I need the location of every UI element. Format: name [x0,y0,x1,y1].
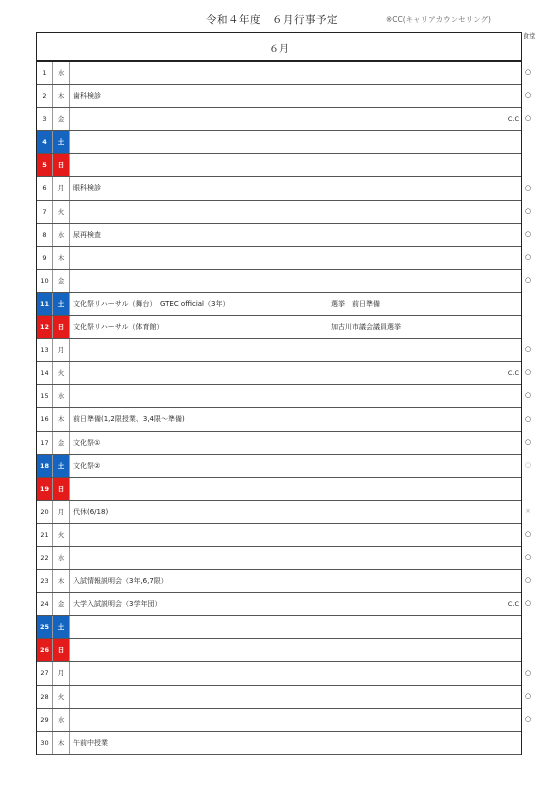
event-text: 文化祭リハーサル（舞台） GTEC official（3年） [73,299,230,308]
cafeteria-mark: ○ [524,345,532,354]
weekday: 日 [53,639,70,661]
cc-marker [489,270,519,292]
cc-marker [489,709,519,731]
day-number: 25 [37,616,53,638]
event-text [73,201,331,223]
cafeteria-mark: ○ [524,114,532,123]
event-text-secondary [331,385,471,407]
weekday: 日 [53,478,70,500]
day-number: 1 [37,62,53,84]
table-row [37,201,521,224]
day-number: 21 [37,524,53,546]
cc-marker [489,224,519,246]
day-number: 3 [37,108,53,130]
event-text-secondary [331,270,471,292]
event-text-secondary [331,339,471,361]
weekday: 火 [53,201,70,223]
event-text-secondary [331,432,471,454]
weekday: 金 [53,108,70,130]
day-number: 2 [37,85,53,107]
table-row [37,616,521,639]
weekday: 木 [53,732,70,754]
event-text [73,247,331,269]
weekday: 土 [53,293,70,315]
cafeteria-mark: ○ [524,368,532,377]
cc-marker [489,501,519,523]
cafeteria-mark [521,615,535,638]
event-text [73,547,331,569]
table-row [37,455,521,478]
table-row [37,408,521,431]
cc-marker [489,293,519,315]
table-row [37,662,521,685]
cafeteria-mark: ○ [524,91,532,100]
table-row [37,593,521,616]
cc-marker [489,547,519,569]
cc-marker [489,455,519,477]
table-row [37,709,521,732]
cc-marker [489,408,519,430]
event-text: 歯科検診 [73,92,101,101]
day-number: 28 [37,686,53,708]
table-row [37,131,521,154]
cc-marker [489,247,519,269]
table-row [37,570,521,593]
cafeteria-mark [521,292,535,315]
table-row [37,224,521,247]
event-text: 文化祭リハーサル（体育館） [73,323,164,332]
day-number: 11 [37,293,53,315]
day-number: 19 [37,478,53,500]
table-row [37,362,521,385]
cc-marker [489,616,519,638]
cc-marker [489,662,519,684]
cafeteria-mark: ○ [524,668,532,677]
day-number: 24 [37,593,53,615]
event-text [73,639,331,661]
event-text-secondary [331,478,471,500]
cc-note: ※CC(キャリアカウンセリング) [386,15,491,24]
table-row [37,154,521,177]
event-text-secondary [331,547,471,569]
table-row [37,524,521,547]
weekday: 水 [53,385,70,407]
cc-marker [489,639,519,661]
day-number: 6 [37,177,53,199]
event-text-secondary [331,593,471,615]
cafeteria-mark: ○ [524,691,532,700]
day-number: 13 [37,339,53,361]
table-row [37,432,521,455]
weekday: 火 [53,362,70,384]
weekday: 月 [53,662,70,684]
event-text [73,524,331,546]
event-text: 眼科検診 [73,184,101,193]
cafeteria-mark [521,153,535,176]
day-number: 27 [37,662,53,684]
weekday: 土 [53,455,70,477]
cafeteria-mark: ○ [524,275,532,284]
day-number: 18 [37,455,53,477]
table-row [37,547,521,570]
event-text-secondary [331,709,471,731]
table-row [37,501,521,524]
weekday: 木 [53,570,70,592]
weekday: 土 [53,131,70,153]
weekday: 日 [53,154,70,176]
weekday: 水 [53,224,70,246]
table-row [37,270,521,293]
cafeteria-mark: ○ [524,206,532,215]
event-text [73,108,331,130]
cc-marker [489,131,519,153]
cafeteria-mark [521,315,535,338]
event-text [73,709,331,731]
weekday: 木 [53,85,70,107]
cafeteria-mark: ○ [524,530,532,538]
day-number: 10 [37,270,53,292]
month-header [37,33,521,62]
event-text-secondary [331,639,471,661]
weekday: 水 [53,547,70,569]
cafeteria-mark: ○ [524,714,532,723]
table-row [37,247,521,270]
weekday: 月 [53,339,70,361]
weekday: 金 [53,593,70,615]
cafeteria-mark [521,130,535,153]
cafeteria-mark [521,477,535,500]
weekday: 木 [53,408,70,430]
weekday: 金 [53,432,70,454]
event-text-secondary [331,224,471,246]
side-column-label: 食堂 [522,32,536,40]
event-text-secondary: 選挙 前日準備 [331,299,380,308]
event-text-secondary [331,201,471,223]
day-number: 16 [37,408,53,430]
cafeteria-mark: ○ [524,437,532,446]
day-number: 22 [37,547,53,569]
table-row [37,686,521,709]
cc-marker [489,432,519,454]
document-title: 令和４年度 ６月行事予定 [206,14,338,26]
event-text-secondary [331,455,471,477]
table-row [37,385,521,408]
month-label: ６月 [269,44,289,55]
cafeteria-mark: ○ [524,553,532,562]
day-number: 9 [37,247,53,269]
event-text [73,616,331,638]
event-text-secondary [331,524,471,546]
event-text-secondary [331,501,471,523]
cc-marker [489,385,519,407]
event-text [73,62,331,84]
event-text [73,686,331,708]
event-text-secondary [331,686,471,708]
cafeteria-mark [521,731,535,754]
event-text-secondary [331,362,471,384]
cc-marker [489,339,519,361]
event-text: 文化祭① [73,438,101,447]
cc-marker [489,177,519,199]
cafeteria-mark: ○ [524,229,532,238]
event-text-secondary [331,570,471,592]
event-text-secondary: 加古川市議会議員選挙 [331,323,401,332]
event-text: 大学入試説明会（3学年団） [73,600,162,609]
cafeteria-mark: ○ [524,414,532,423]
table-row [37,316,521,339]
event-text-secondary [331,247,471,269]
cafeteria-mark: ○ [524,68,532,76]
weekday: 火 [53,524,70,546]
cc-marker: C.C [507,600,519,609]
event-text [73,385,331,407]
cc-marker [489,524,519,546]
day-number: 7 [37,201,53,223]
table-row [37,293,521,316]
event-text [73,662,331,684]
schedule-rows [37,62,521,755]
cafeteria-mark: ○ [524,576,532,585]
event-text-secondary [331,177,471,199]
table-row [37,339,521,362]
table-row [37,732,521,755]
table-row [37,177,521,200]
event-text: 代休(6/18) [73,507,109,516]
day-number: 20 [37,501,53,523]
weekday: 水 [53,62,70,84]
event-text-secondary [331,131,471,153]
day-number: 30 [37,732,53,754]
event-text [73,270,331,292]
document-title-bar [0,12,558,28]
event-text [73,339,331,361]
cafeteria-mark: ○ [524,391,532,400]
weekday: 木 [53,247,70,269]
event-text [73,154,331,176]
cc-marker [489,316,519,338]
cafeteria-mark [521,639,535,662]
weekday: 月 [53,501,70,523]
cafeteria-mark: ○ [524,460,532,469]
day-number: 4 [37,131,53,153]
cc-marker [489,201,519,223]
weekday: 月 [53,177,70,199]
event-text [73,131,331,153]
event-text-secondary [331,108,471,130]
weekday: 土 [53,616,70,638]
cc-marker: C.C [507,369,519,378]
day-number: 26 [37,639,53,661]
event-text-secondary [331,616,471,638]
cc-marker [489,732,519,754]
cafeteria-mark: ○ [524,252,532,261]
event-text-secondary [331,732,471,754]
cafeteria-mark: × [525,506,531,515]
weekday: 火 [53,686,70,708]
event-text-secondary [331,408,471,430]
event-text-secondary [331,85,471,107]
event-text: 午前中授業 [73,738,108,747]
day-number: 5 [37,154,53,176]
event-text: 入試情報説明会（3年,6,7限） [73,577,168,586]
table-row [37,478,521,501]
weekday: 水 [53,709,70,731]
day-number: 15 [37,385,53,407]
cc-marker [489,154,519,176]
cafeteria-mark: ○ [524,183,532,192]
day-number: 17 [37,432,53,454]
cafeteria-mark: ○ [524,599,532,608]
day-number: 23 [37,570,53,592]
event-text-secondary [331,662,471,684]
event-text-secondary [331,154,471,176]
event-text: 文化祭② [73,461,101,470]
event-text [73,362,331,384]
table-row [37,85,521,108]
table-row [37,108,521,131]
event-text [73,478,331,500]
cc-marker: C.C [507,115,519,124]
weekday: 日 [53,316,70,338]
day-number: 29 [37,709,53,731]
cc-marker [489,478,519,500]
weekday: 金 [53,270,70,292]
day-number: 12 [37,316,53,338]
schedule-table [36,32,522,755]
table-row [37,62,521,85]
cc-marker [489,85,519,107]
day-number: 14 [37,362,53,384]
day-number: 8 [37,224,53,246]
cc-marker [489,570,519,592]
cc-marker [489,686,519,708]
event-text: 前日準備(1,2限授業、3,4限～準備) [73,415,185,424]
event-text: 尿再検査 [73,230,101,239]
table-row [37,639,521,662]
event-text-secondary [331,62,471,84]
cc-marker [489,62,519,84]
